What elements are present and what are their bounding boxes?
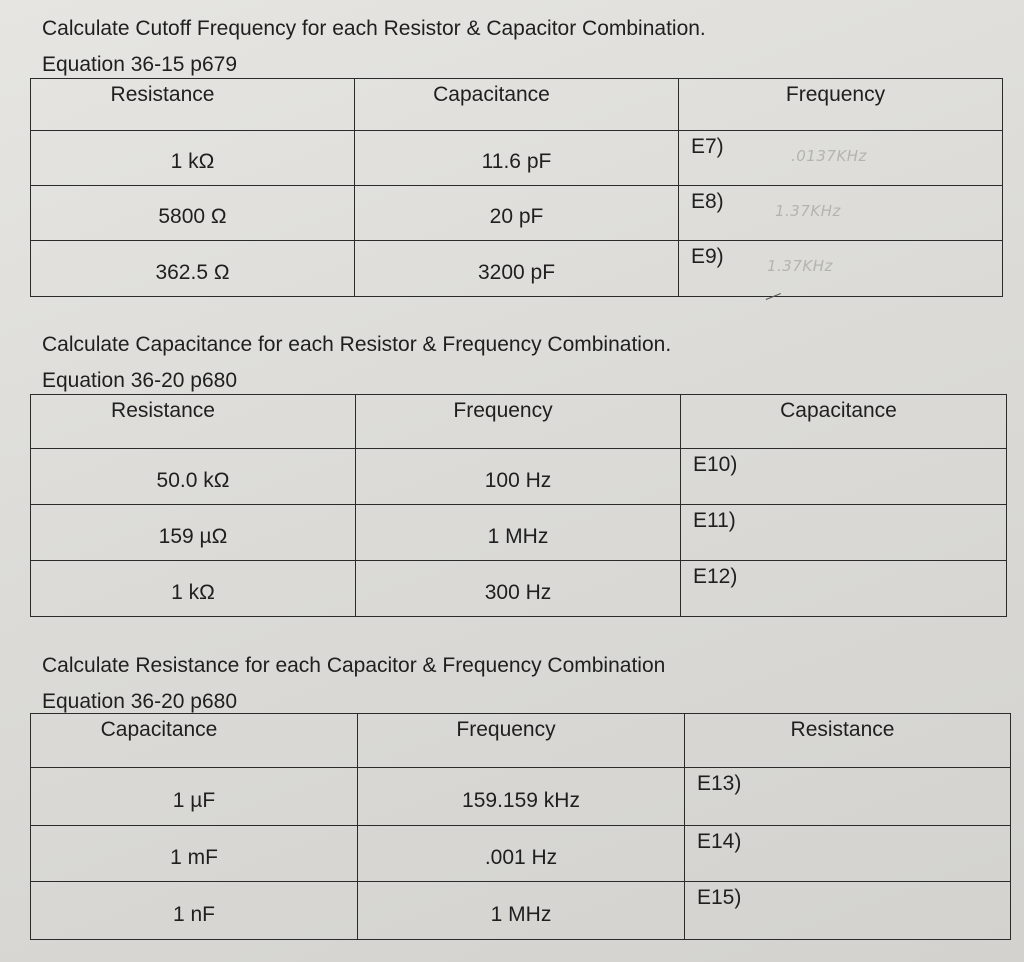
capacitance-cell: 1 nF: [31, 882, 358, 940]
resistance-cell: 362.5 Ω: [31, 241, 355, 297]
column-header-resistance: Resistance: [31, 395, 356, 449]
section2-title: Calculate Capacitance for each Resistor & Frequency Combination.: [42, 333, 672, 356]
table-header-row: [31, 714, 1011, 768]
table-header-row: [31, 395, 1007, 449]
answer-label: E12): [693, 565, 738, 588]
answer-cell-e9[interactable]: [679, 241, 1003, 297]
cutoff-frequency-table: [30, 78, 1003, 297]
answer-label: E9): [691, 245, 724, 268]
capacitance-cell: 11.6 pF: [355, 131, 679, 186]
answer-label: E15): [697, 886, 742, 909]
answer-label: E8): [691, 190, 724, 213]
column-header-resistance: Resistance: [31, 79, 355, 131]
frequency-cell: 1 MHz: [358, 882, 685, 940]
capacitance-cell: 1 mF: [31, 826, 358, 882]
column-header-frequency: Frequency: [356, 395, 681, 449]
column-header-frequency: Frequency: [358, 714, 685, 768]
table-row: [31, 241, 1003, 297]
resistance-cell: 5800 Ω: [31, 186, 355, 241]
table-row: [31, 449, 1007, 505]
handwritten-answer: 1.37KHz: [767, 257, 833, 275]
capacitance-cell: 3200 pF: [355, 241, 679, 297]
resistance-cell: 159 µΩ: [31, 505, 356, 561]
section3-title: Calculate Resistance for each Capacitor & Frequency Combination: [42, 654, 666, 677]
frequency-cell: 159.159 kHz: [358, 768, 685, 826]
column-header-capacitance: Capacitance: [31, 714, 358, 768]
section2-equation: Equation 36-20 p680: [42, 369, 237, 392]
table-header-row: [31, 79, 1003, 131]
resistance-table: [30, 713, 1011, 940]
capacitance-cell: 20 pF: [355, 186, 679, 241]
answer-cell-e10[interactable]: [681, 449, 1007, 505]
frequency-cell: .001 Hz: [358, 826, 685, 882]
answer-cell-e13[interactable]: [685, 768, 1011, 826]
answer-label: E10): [693, 453, 738, 476]
answer-label: E14): [697, 830, 742, 853]
answer-cell-e11[interactable]: [681, 505, 1007, 561]
section1-equation: Equation 36-15 p679: [42, 53, 237, 76]
answer-cell-e7[interactable]: [679, 131, 1003, 186]
resistance-cell: 1 kΩ: [31, 561, 356, 617]
answer-label: E11): [693, 509, 736, 532]
section3-equation: Equation 36-20 p680: [42, 690, 237, 713]
table-row: [31, 561, 1007, 617]
answer-cell-e12[interactable]: [681, 561, 1007, 617]
answer-cell-e15[interactable]: [685, 882, 1011, 940]
answer-label: E7): [691, 135, 724, 158]
column-header-capacitance: Capacitance: [355, 79, 679, 131]
capacitance-table: [30, 394, 1007, 617]
table-row: [31, 131, 1003, 186]
resistance-cell: 50.0 kΩ: [31, 449, 356, 505]
section1-title: Calculate Cutoff Frequency for each Resistor & Capacitor Combination.: [42, 17, 706, 40]
column-header-frequency: Frequency: [679, 79, 1003, 131]
answer-label: E13): [697, 772, 742, 795]
table-row: [31, 186, 1003, 241]
table-row: [31, 505, 1007, 561]
table-row: [31, 826, 1011, 882]
capacitance-cell: 1 µF: [31, 768, 358, 826]
handwritten-answer: 1.37KHz: [775, 202, 841, 220]
frequency-cell: 300 Hz: [356, 561, 681, 617]
frequency-cell: 100 Hz: [356, 449, 681, 505]
answer-cell-e14[interactable]: [685, 826, 1011, 882]
column-header-capacitance: Capacitance: [681, 395, 1007, 449]
answer-cell-e8[interactable]: [679, 186, 1003, 241]
column-header-resistance: Resistance: [685, 714, 1011, 768]
frequency-cell: 1 MHz: [356, 505, 681, 561]
resistance-cell: 1 kΩ: [31, 131, 355, 186]
table-row: [31, 768, 1011, 826]
handwritten-answer: .0137KHz: [791, 147, 867, 165]
table-row: [31, 882, 1011, 940]
